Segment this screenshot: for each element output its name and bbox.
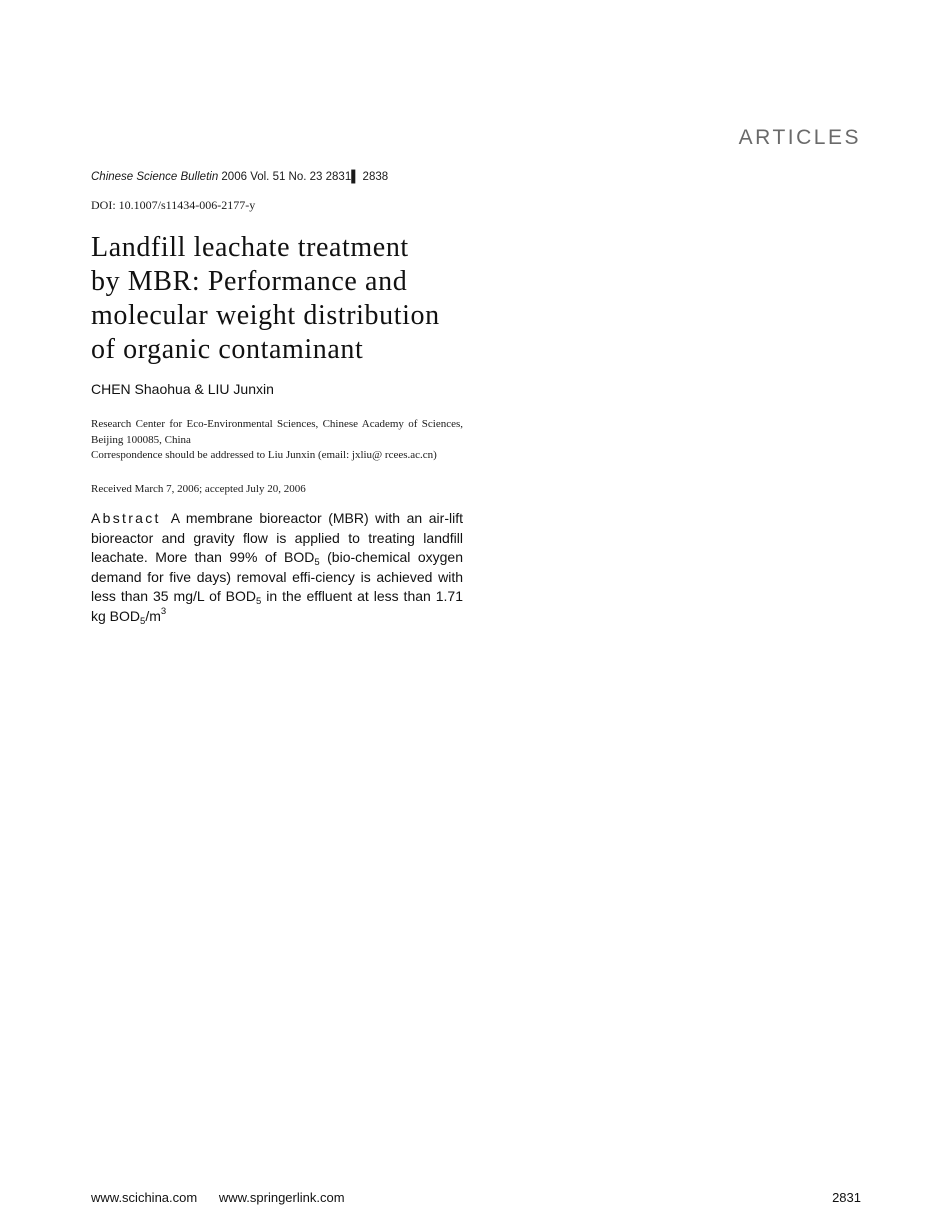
title-line: of organic contaminant	[91, 334, 364, 365]
journal-citation	[91, 171, 388, 183]
abstract	[91, 509, 463, 627]
abstract-text: in the effluent at less than 1.71 kg BOD	[91, 588, 463, 624]
journal-name: Chinese Science Bulletin	[91, 171, 219, 183]
title-line: by MBR: Performance and	[91, 266, 408, 297]
doi: DOI: 10.1007/s11434-006-2177-y	[91, 198, 256, 212]
page-number: 2831	[832, 1190, 861, 1205]
abstract-text: A membrane bioreactor (MBR) with an air-lift bioreactor and gravity flow is applied to treating landfill leachate. More than 99% of BOD	[91, 510, 463, 566]
citation-details: 2006 Vol. 51 No. 23 2831▌ 2838	[218, 171, 389, 183]
affiliation-block	[91, 417, 463, 464]
section-label: ARTICLES	[738, 126, 861, 149]
abstract-heading: Abstract	[91, 510, 161, 526]
subscript: 5	[314, 557, 320, 569]
correspondence: Correspondence should be addressed to Liu Junxin (email: jxliu@ rcees.ac.cn)	[91, 449, 437, 461]
footer-links	[91, 1190, 363, 1205]
subscript: 5	[256, 596, 262, 608]
title-line: Landfill leachate treatment	[91, 232, 409, 263]
abstract-text: (bio-chemical oxygen demand for five days) removal effi-ciency is achieved with less than 35 mg/L of BOD	[91, 549, 464, 605]
superscript: 3	[160, 605, 167, 617]
authors: CHEN Shaohua & LIU Junxin	[91, 381, 274, 397]
page-footer	[91, 1190, 861, 1205]
scichina-link[interactable]: www.scichina.com	[91, 1190, 198, 1205]
received-dates: Received March 7, 2006; accepted July 20, 2006	[91, 483, 306, 495]
title-line: molecular weight distribution	[91, 300, 440, 331]
subscript: 5	[140, 615, 146, 627]
paper-title	[91, 231, 471, 367]
abstract-text: /m	[145, 607, 161, 624]
affiliation: Research Center for Eco-Environmental Sciences, Chinese Academy of Sciences, Beijing 100085, China	[91, 418, 463, 446]
springerlink-link[interactable]: www.springerlink.com	[218, 1190, 345, 1205]
